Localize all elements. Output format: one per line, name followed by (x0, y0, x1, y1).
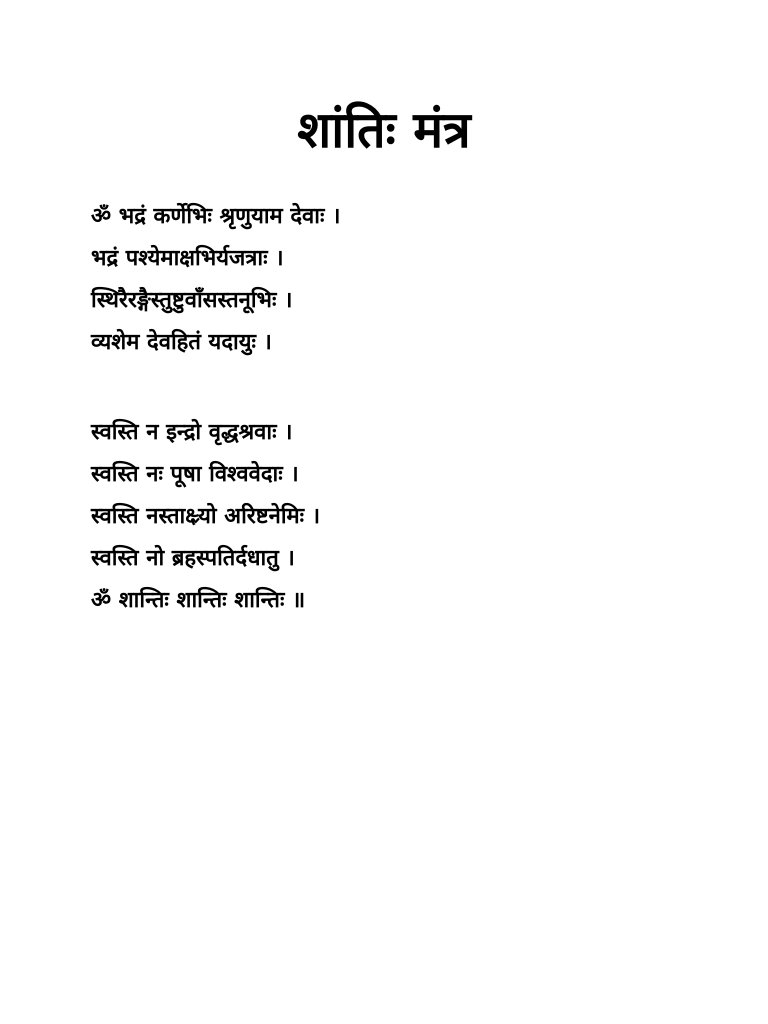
verse-line: स्वस्ति न इन्द्रो वृद्धश्रवाः । (91, 420, 293, 445)
verse-line: स्वस्ति नः पूषा विश्ववेदाः । (91, 462, 299, 487)
verse-line: स्वस्ति नस्ताक्ष्र्यो अरिष्टनेमिः । (91, 504, 321, 529)
page-title: शांतिः मंत्र (297, 101, 471, 159)
verse-line: स्थिरैरङ्गैस्तुष्टुवाँसस्तनूभिः । (91, 288, 293, 313)
stanza-2 (91, 412, 691, 622)
verse-line: भद्रं पश्येमाक्षभिर्यजत्राः । (91, 246, 284, 271)
verse-line: स्वस्ति नो ब्रहस्पतिर्दधातु । (91, 546, 295, 571)
stanza-1 (91, 196, 691, 364)
verse-line: ॐ भद्रं कर्णेभिः श्रृणुयाम देवाः । (91, 204, 341, 229)
verse-line: व्यशेम देवहितं यदायुः । (91, 330, 272, 355)
verse-line: ॐ शान्तिः शान्तिः शान्तिः ॥ (91, 588, 306, 613)
